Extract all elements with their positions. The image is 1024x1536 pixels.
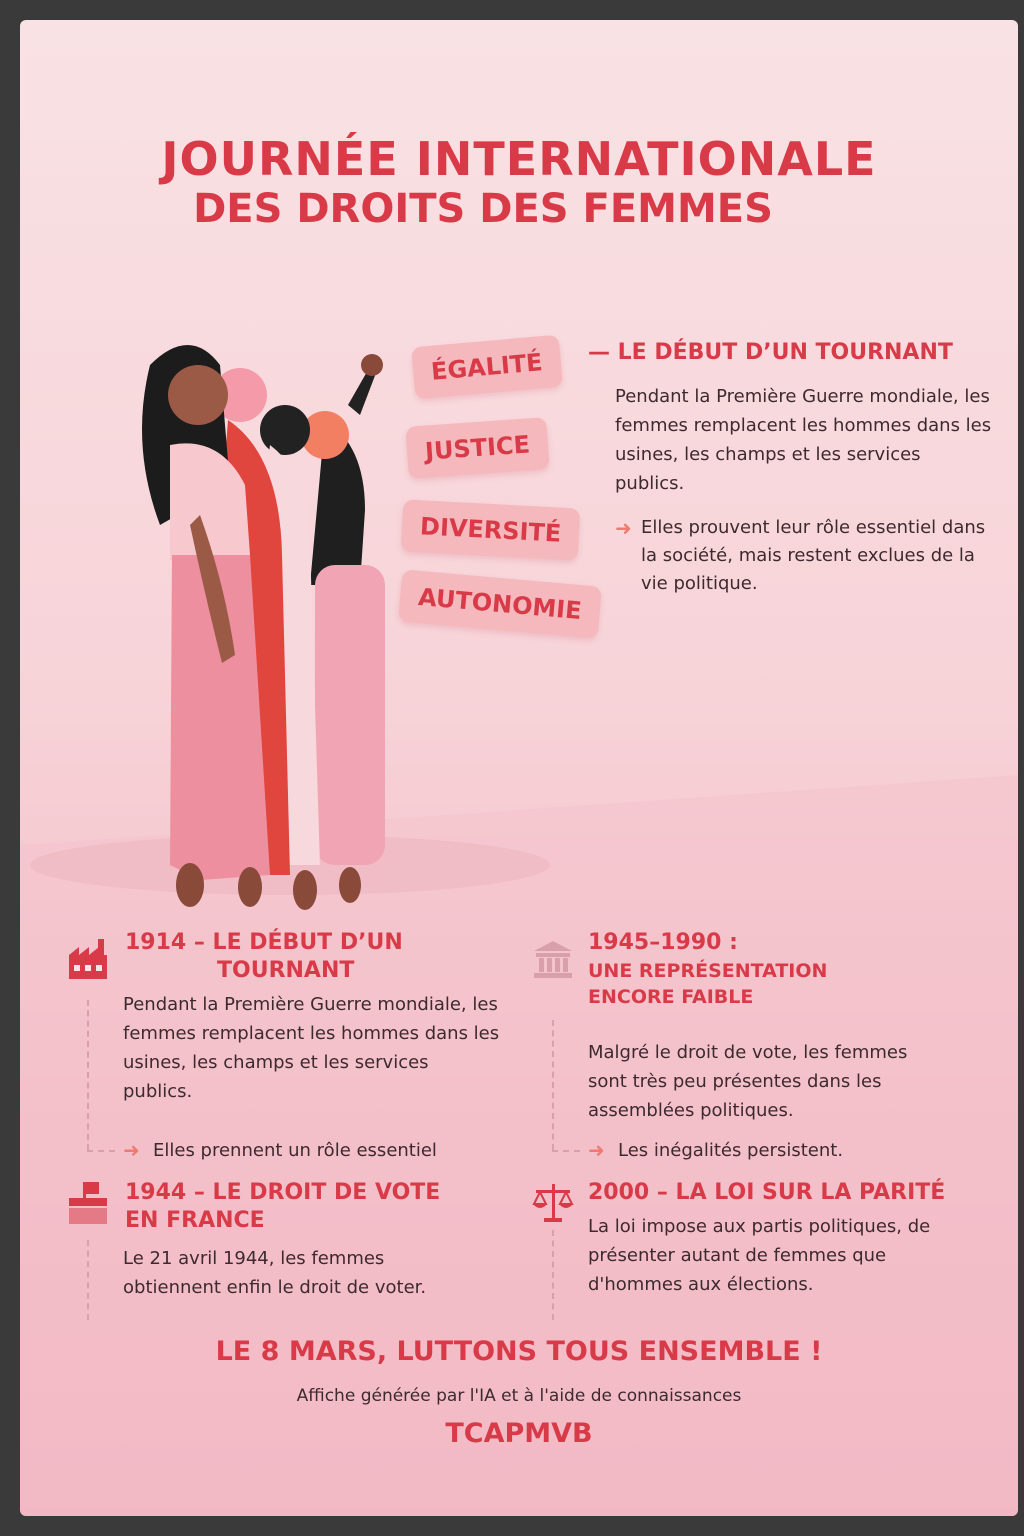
author-name: TCAPMVB <box>445 1418 593 1449</box>
timeline-title-1945-line-1: 1945–1990 : <box>588 930 738 955</box>
page-title-line-2: DES DROITS DES FEMMES <box>193 186 773 232</box>
intro-note: Elles prouvent leur rôle essentiel dans la société, mais restent exclues de la vie politique. <box>641 517 986 594</box>
tag-autonomie: AUTONOMIE <box>398 569 602 638</box>
timeline-connector-h <box>87 1150 115 1152</box>
timeline-note-1914: Elles prennent un rôle essentiel <box>153 1139 437 1161</box>
timeline-connector <box>87 1240 89 1320</box>
timeline-title-1945-line-3: ENCORE FAIBLE <box>588 986 754 1008</box>
credit-text: Affiche générée par l'IA et à l'aide de connaissances <box>296 1386 742 1406</box>
ballot-box-icon <box>65 1180 111 1226</box>
arrow-right-icon: ➜ <box>123 1138 140 1162</box>
call-to-action: LE 8 MARS, LUTTONS TOUS ENSEMBLE ! <box>215 1336 823 1367</box>
timeline-title-1944-line-2: EN FRANCE <box>125 1208 265 1233</box>
women-group-illustration <box>110 325 430 925</box>
timeline-text-1914: Pendant la Première Guerre mondiale, les femmes remplacent les hommes dans les usines, les champs et les services publics. <box>123 994 500 1102</box>
timeline-note-1945: Les inégalités persistent. <box>618 1139 844 1161</box>
timeline-connector <box>552 1230 554 1320</box>
timeline-item-1914 <box>65 920 505 1160</box>
timeline-item-2000 <box>530 1170 1000 1320</box>
timeline-note-row-1945 <box>588 1138 843 1162</box>
page-title-line-1: JOURNÉE INTERNATIONALE <box>161 132 877 186</box>
timeline-connector-h <box>552 1150 580 1152</box>
arrow-right-icon: ➜ <box>588 1138 605 1162</box>
scales-icon <box>530 1180 576 1226</box>
timeline-connector <box>87 1000 89 1150</box>
timeline-title-1914-line-2: TOURNANT <box>217 958 355 983</box>
timeline-title-1914-line-1: 1914 – LE DÉBUT D’UN <box>125 930 403 955</box>
timeline-title-1944-line-1: 1944 – LE DROIT DE VOTE <box>125 1180 441 1205</box>
timeline-text-1944: Le 21 avril 1944, les femmes obtiennent enfin le droit de voter. <box>123 1248 427 1298</box>
government-building-icon <box>530 935 576 981</box>
timeline-text-2000: La loi impose aux partis politiques, de présenter autant de femmes que d'hommes aux élections. <box>588 1216 931 1295</box>
timeline-connector <box>552 1020 554 1150</box>
tag-diversite: DIVERSITÉ <box>401 499 581 560</box>
factory-icon <box>65 935 111 981</box>
timeline-text-1945: Malgré le droit de vote, les femmes sont très peu présentes dans les assemblées politiques. <box>588 1042 908 1121</box>
timeline-item-1944 <box>65 1170 505 1320</box>
timeline-title-2000: 2000 – LA LOI SUR LA PARITÉ <box>588 1180 946 1205</box>
timeline-note-row-1914 <box>123 1138 437 1162</box>
intro-note-row <box>615 514 995 598</box>
tag-egalite: ÉGALITÉ <box>411 335 563 400</box>
arrow-right-icon: ➜ <box>615 516 632 540</box>
intro-text: Pendant la Première Guerre mondiale, les femmes remplacent les hommes dans les usines, les champs et les services publics. <box>615 386 992 494</box>
timeline-item-1945-1990 <box>530 920 1000 1160</box>
timeline-title-1945-line-2: UNE REPRÉSENTATION <box>588 960 828 982</box>
poster <box>20 20 1018 1516</box>
intro-heading: — LE DÉBUT D’UN TOURNANT <box>588 340 953 365</box>
tag-justice: JUSTICE <box>405 417 549 479</box>
